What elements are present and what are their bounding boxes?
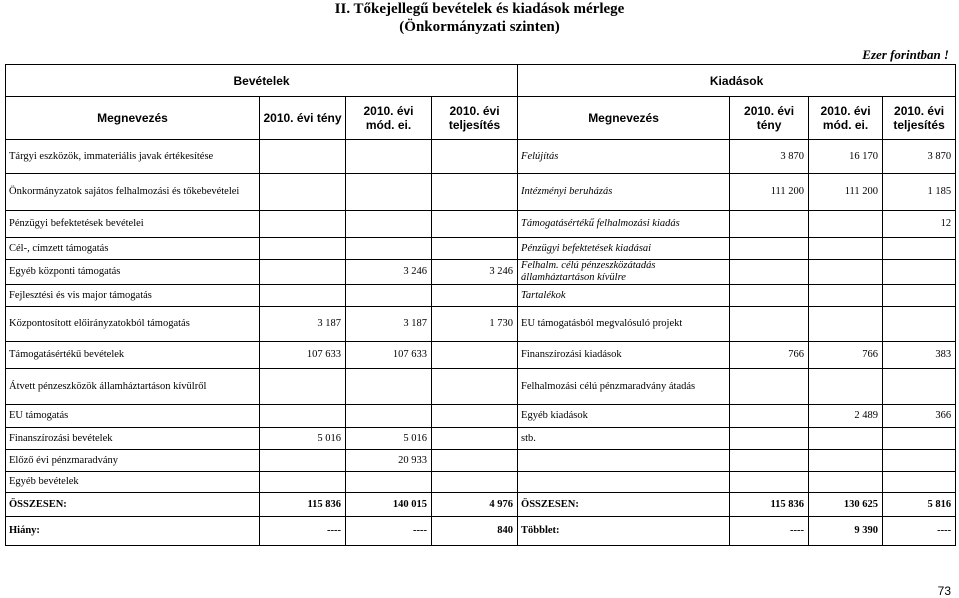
value-cell: [260, 450, 346, 472]
value-cell: [432, 342, 518, 369]
expense-label-cell: Felhalm. célú pénzeszközátadás államháztartáson kívülre: [518, 260, 730, 285]
value-cell: 111 200: [809, 174, 883, 211]
value-cell: [883, 285, 956, 307]
value-cell: [809, 450, 883, 472]
table-row: [6, 307, 956, 342]
table-row: [6, 260, 956, 285]
table-row: [6, 493, 956, 517]
expense-label-cell: Finanszírozási kiadások: [518, 342, 730, 369]
table-row: [6, 517, 956, 546]
revenue-label-cell: Egyéb bevételek: [6, 472, 260, 493]
revenue-label-cell: Önkormányzatok sajátos felhalmozási és tőkebevételei: [6, 174, 260, 211]
table-row: [6, 342, 956, 369]
value-cell: [260, 238, 346, 260]
value-cell: [730, 369, 809, 405]
value-cell: [346, 211, 432, 238]
value-cell: 20 933: [346, 450, 432, 472]
value-cell: [432, 211, 518, 238]
expense-label-cell: Intézményi beruházás: [518, 174, 730, 211]
value-cell: 3 187: [346, 307, 432, 342]
value-cell: [432, 369, 518, 405]
value-cell: [346, 140, 432, 174]
value-cell: [346, 174, 432, 211]
value-cell: [730, 307, 809, 342]
revenue-label-cell: Átvett pénzeszközök államháztartáson kívülről: [6, 369, 260, 405]
value-cell: ----: [346, 517, 432, 546]
value-cell: [809, 211, 883, 238]
table-row: [6, 428, 956, 450]
value-cell: 115 836: [730, 493, 809, 517]
value-cell: 5 816: [883, 493, 956, 517]
value-cell: [883, 238, 956, 260]
value-cell: [730, 428, 809, 450]
value-cell: [730, 285, 809, 307]
column-header: 2010. évi teljesítés: [432, 97, 518, 140]
value-cell: [809, 307, 883, 342]
value-cell: [730, 472, 809, 493]
value-cell: [883, 428, 956, 450]
table-row: [6, 405, 956, 428]
page-title: II. Tőkejellegű bevételek és kiadások mérlege: [334, 1, 625, 17]
section-revenue-header: Bevételek: [6, 65, 518, 97]
value-cell: 1 185: [883, 174, 956, 211]
revenue-label-cell: Támogatásértékű bevételek: [6, 342, 260, 369]
page-number: 73: [937, 584, 951, 598]
revenue-label-cell: ÖSSZESEN:: [6, 493, 260, 517]
table-row: [6, 285, 956, 307]
revenue-label-cell: EU támogatás: [6, 405, 260, 428]
value-cell: [346, 472, 432, 493]
table-row: [6, 238, 956, 260]
value-cell: 140 015: [346, 493, 432, 517]
unit-note: Ezer forintban !: [862, 47, 949, 62]
table-row: [6, 369, 956, 405]
value-cell: 9 390: [809, 517, 883, 546]
revenue-label-cell: Pénzügyi befektetések bevételei: [6, 211, 260, 238]
value-cell: 111 200: [730, 174, 809, 211]
expense-label-cell: Pénzügyi befektetések kiadásai: [518, 238, 730, 260]
value-cell: [883, 450, 956, 472]
value-cell: [432, 428, 518, 450]
value-cell: 2 489: [809, 405, 883, 428]
column-header: Megnevezés: [518, 97, 730, 140]
column-header: Megnevezés: [6, 97, 260, 140]
expense-label-cell: [518, 472, 730, 493]
value-cell: 130 625: [809, 493, 883, 517]
value-cell: [432, 450, 518, 472]
value-cell: 366: [883, 405, 956, 428]
value-cell: [730, 260, 809, 285]
value-cell: 766: [730, 342, 809, 369]
revenue-label-cell: Cél-, címzett támogatás: [6, 238, 260, 260]
value-cell: [346, 405, 432, 428]
value-cell: 12: [883, 211, 956, 238]
value-cell: [432, 238, 518, 260]
value-cell: [260, 174, 346, 211]
value-cell: 16 170: [809, 140, 883, 174]
value-cell: [260, 260, 346, 285]
value-cell: [730, 238, 809, 260]
value-cell: 840: [432, 517, 518, 546]
value-cell: [432, 140, 518, 174]
value-cell: 3 246: [346, 260, 432, 285]
value-cell: [346, 238, 432, 260]
value-cell: 3 187: [260, 307, 346, 342]
page-subtitle: (Önkormányzati szinten): [399, 19, 560, 35]
value-cell: [883, 307, 956, 342]
balance-table: [5, 64, 956, 546]
value-cell: 3 870: [730, 140, 809, 174]
value-cell: 107 633: [260, 342, 346, 369]
column-header: 2010. évi tény: [260, 97, 346, 140]
value-cell: 1 730: [432, 307, 518, 342]
expense-label-cell: [518, 450, 730, 472]
value-cell: 5 016: [260, 428, 346, 450]
table-row: [6, 472, 956, 493]
value-cell: [883, 472, 956, 493]
value-cell: [809, 260, 883, 285]
revenue-label-cell: Központosított előirányzatokból támogatás: [6, 307, 260, 342]
value-cell: [432, 405, 518, 428]
value-cell: 383: [883, 342, 956, 369]
expense-label-cell: EU támogatásból megvalósuló projekt: [518, 307, 730, 342]
value-cell: [809, 285, 883, 307]
expense-label-cell: Támogatásértékű felhalmozási kiadás: [518, 211, 730, 238]
value-cell: [432, 174, 518, 211]
value-cell: [730, 450, 809, 472]
table-row: [6, 174, 956, 211]
value-cell: [730, 211, 809, 238]
expense-label-cell: Többlet:: [518, 517, 730, 546]
value-cell: [809, 238, 883, 260]
section-expense-header: Kiadások: [518, 65, 956, 97]
revenue-label-cell: Hiány:: [6, 517, 260, 546]
value-cell: [260, 211, 346, 238]
value-cell: [883, 260, 956, 285]
column-header: 2010. évi mód. ei.: [346, 97, 432, 140]
value-cell: [260, 369, 346, 405]
value-cell: 4 976: [432, 493, 518, 517]
value-cell: [260, 140, 346, 174]
expense-label-cell: Felhalmozási célú pénzmaradvány átadás: [518, 369, 730, 405]
value-cell: ----: [260, 517, 346, 546]
revenue-label-cell: Előző évi pénzmaradvány: [6, 450, 260, 472]
value-cell: 115 836: [260, 493, 346, 517]
table-row: [6, 140, 956, 174]
value-cell: 766: [809, 342, 883, 369]
value-cell: [260, 472, 346, 493]
revenue-label-cell: Tárgyi eszközök, immateriális javak értékesítése: [6, 140, 260, 174]
value-cell: [883, 369, 956, 405]
value-cell: [809, 472, 883, 493]
table-row: [6, 211, 956, 238]
expense-label-cell: Egyéb kiadások: [518, 405, 730, 428]
revenue-label-cell: Finanszírozási bevételek: [6, 428, 260, 450]
expense-label-cell: stb.: [518, 428, 730, 450]
expense-label-cell: ÖSSZESEN:: [518, 493, 730, 517]
value-cell: ----: [883, 517, 956, 546]
value-cell: [432, 472, 518, 493]
column-header: 2010. évi tény: [730, 97, 809, 140]
table-row: [6, 450, 956, 472]
value-cell: [730, 405, 809, 428]
value-cell: 3 870: [883, 140, 956, 174]
value-cell: [346, 369, 432, 405]
revenue-label-cell: Fejlesztési és vis major támogatás: [6, 285, 260, 307]
expense-label-cell: Tartalékok: [518, 285, 730, 307]
value-cell: [809, 369, 883, 405]
value-cell: 107 633: [346, 342, 432, 369]
value-cell: [260, 285, 346, 307]
value-cell: [346, 285, 432, 307]
column-header: 2010. évi teljesítés: [883, 97, 956, 140]
column-header: 2010. évi mód. ei.: [809, 97, 883, 140]
expense-label-cell: Felújítás: [518, 140, 730, 174]
revenue-label-cell: Egyéb központi támogatás: [6, 260, 260, 285]
value-cell: 5 016: [346, 428, 432, 450]
value-cell: [260, 405, 346, 428]
value-cell: 3 246: [432, 260, 518, 285]
value-cell: [432, 285, 518, 307]
value-cell: [809, 428, 883, 450]
value-cell: ----: [730, 517, 809, 546]
